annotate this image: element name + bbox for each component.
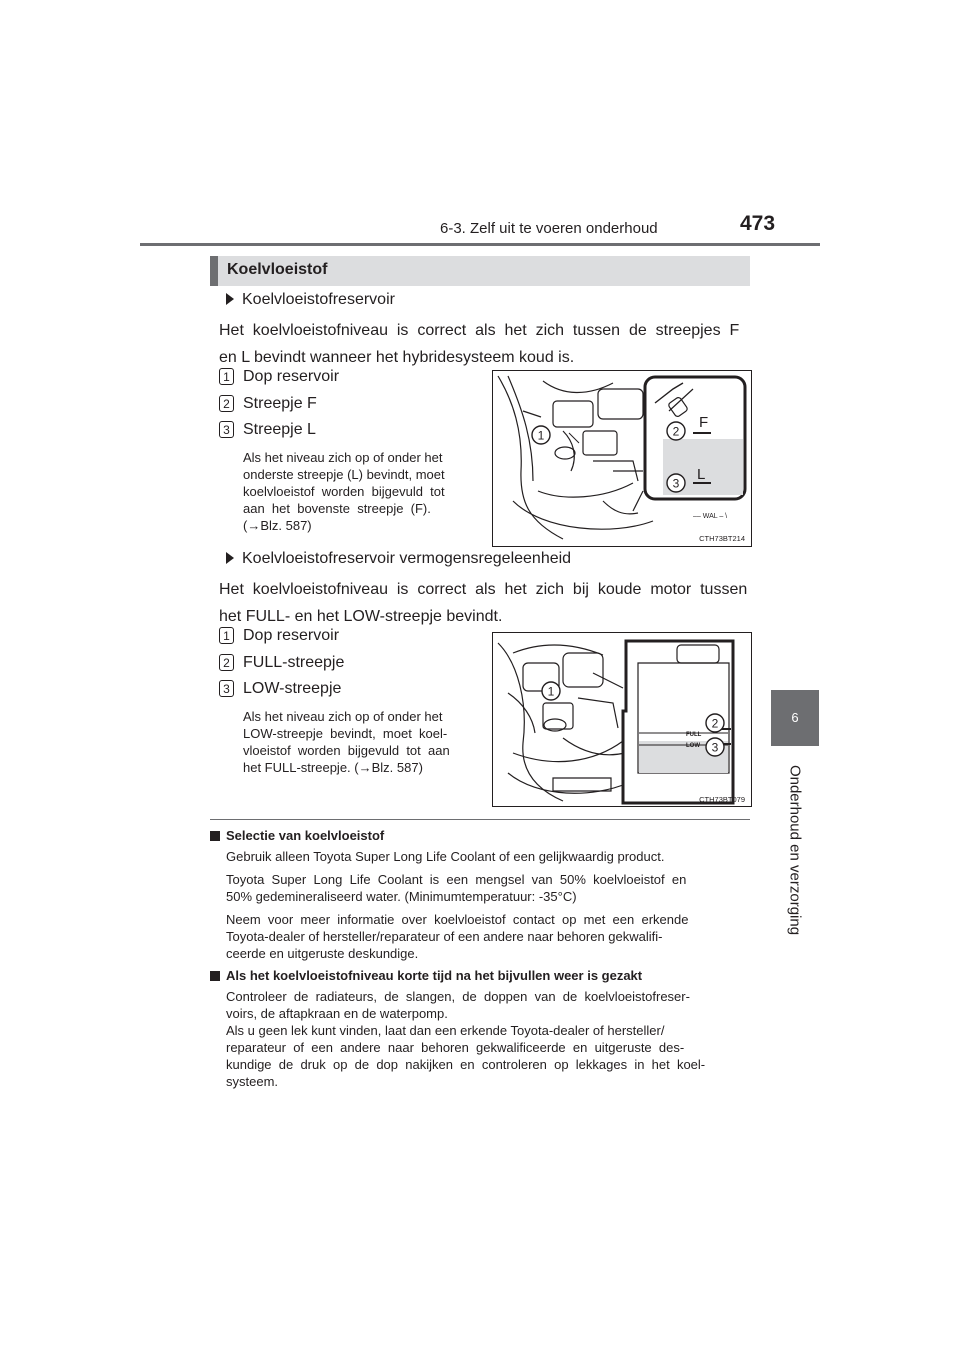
intro-paragraph-pcu: [219, 576, 750, 630]
reservoir-embossing: –– WAL – \: [693, 513, 728, 520]
footnote-heading: [210, 828, 384, 843]
mark-label-L: L: [697, 466, 706, 483]
mark-label-LOW: LOW: [686, 743, 700, 749]
footnote-heading-text: Selectie van koelvloeistof: [226, 828, 385, 843]
intro-line: Het koelvloeistofniveau is correct als het zich bij koude motor tussen: [219, 581, 748, 598]
chapter-title: 6-3. Zelf uit te voeren onderhoud: [440, 220, 658, 237]
section-divider: [210, 819, 750, 820]
footnote-line: reparateur of een andere naar behoren gekwalificeerde en uitgeruste des-: [226, 1040, 685, 1055]
callout-3: 3: [672, 476, 680, 491]
callout-2: 2: [672, 424, 680, 439]
subheading-pcu-reservoir: [226, 550, 571, 568]
figure-pcu-reservoir: [492, 632, 752, 807]
footnote-heading-text: Als het koelvloeistofniveau korte tijd na het bijvullen weer is gezakt: [226, 968, 643, 983]
item-number-badge: 3: [219, 421, 234, 438]
footnote-line: kundige de druk op de dop nakijken en controleren op lekkages in het koel-: [226, 1057, 706, 1072]
footnote-line: 50% gedemineraliseerd water. (Minimumtemperatuur: -35°C): [226, 889, 577, 904]
intro-line: het FULL- en het LOW-streepje bevindt.: [219, 608, 503, 625]
footnote-line: Als u geen lek kunt vinden, laat dan een erkende Toyota-dealer of hersteller/: [226, 1023, 665, 1038]
chapter-side-label: [771, 750, 819, 950]
note-line: (→Blz. 587): [243, 518, 312, 533]
note-line: het FULL-streepje. (→Blz. 587): [243, 760, 423, 775]
item-label: Streepje F: [243, 395, 317, 412]
figure-caption: CTH73BT079: [699, 795, 745, 804]
note-line: Als het niveau zich op of onder het: [243, 709, 443, 724]
intro-line: Het koelvloeistofniveau is correct als het zich tussen de streepjes F: [219, 322, 740, 339]
square-bullet-icon: [210, 831, 220, 841]
callout-3: 3: [711, 740, 719, 755]
header-rule: [140, 243, 820, 246]
item-number-badge: 2: [219, 654, 234, 671]
footnote-line: voirs, de aftapkraan en de waterpomp.: [226, 1006, 448, 1021]
note-refill-L: [243, 449, 481, 534]
item-label: Dop reservoir: [243, 368, 340, 385]
note-line: LOW-streepje bevindt, moet koel-: [243, 726, 448, 741]
footnote-line: Toyota Super Long Life Coolant is een mengsel van 50% koelvloeistof en: [226, 872, 687, 887]
chapter-side-label-text: Onderhoud en verzorging: [786, 764, 804, 936]
subheading-pcu-reservoir-text: Koelvloeistofreservoir vermogensregeleenheid: [242, 550, 572, 567]
footnote-heading: [210, 968, 642, 983]
note-line: aan het bovenste streepje (F).: [243, 501, 431, 516]
item-number-badge: 1: [219, 368, 234, 385]
figure-coolant-reservoir: [492, 370, 752, 547]
chapter-tab: 6: [771, 690, 819, 746]
figure-caption: CTH73BT214: [699, 534, 745, 543]
note-line: koelvloeistof worden bijgevuld tot: [243, 484, 445, 499]
footnote-line: ceerde en uitgeruste deskundige.: [226, 946, 419, 961]
callout-1: 1: [537, 428, 545, 443]
callout-1: 1: [547, 684, 555, 699]
footnote-line: Gebruik alleen Toyota Super Long Life Coolant of een gelijkwaardig product.: [226, 849, 665, 864]
page-number: 473: [740, 212, 776, 235]
mark-label-FULL: FULL: [686, 732, 702, 738]
item-label: LOW-streepje: [243, 680, 342, 697]
section-heading-bar: [210, 256, 750, 286]
item-label: Streepje L: [243, 421, 316, 438]
note-line: Als het niveau zich op of onder het: [243, 450, 443, 465]
item-number-badge: 2: [219, 395, 234, 412]
note-line: vloeistof worden bijgevuld tot aan: [243, 743, 450, 758]
callout-2: 2: [711, 716, 719, 731]
footnote-body: [226, 848, 750, 962]
square-bullet-icon: [210, 971, 220, 981]
triangle-bullet-icon: [226, 293, 234, 305]
mark-label-F: F: [699, 414, 709, 431]
triangle-bullet-icon: [226, 552, 234, 564]
subheading-reservoir-text: Koelvloeistofreservoir: [242, 291, 395, 308]
footnote-line: Toyota-dealer of hersteller/reparateur of een andere naar behoren gekwalifi-: [226, 929, 663, 944]
footnote-line: Neem voor meer informatie over koelvloeistof contact op met een erkende: [226, 912, 689, 927]
item-number-badge: 1: [219, 627, 234, 644]
engine-bay-illustration: [493, 371, 751, 546]
item-number-badge: 3: [219, 680, 234, 697]
item-label: FULL-streepje: [243, 654, 345, 671]
footnote-body: [226, 988, 750, 1090]
subheading-reservoir: [226, 291, 395, 309]
intro-paragraph-reservoir: [219, 317, 750, 371]
item-label: Dop reservoir: [243, 627, 340, 644]
pcu-engine-bay-illustration: [493, 633, 751, 806]
section-title: Koelvloeistof: [227, 261, 328, 278]
footnote-line: Controleer de radiateurs, de slangen, de doppen van de koelvloeistofreser-: [226, 989, 690, 1004]
note-line: onderste streepje (L) bevindt, moet: [243, 467, 445, 482]
intro-line: en L bevindt wanneer het hybridesysteem koud is.: [219, 349, 575, 366]
section-heading-marker: [210, 256, 218, 286]
footnote-line: systeem.: [226, 1074, 279, 1089]
note-refill-LOW: [243, 708, 481, 776]
